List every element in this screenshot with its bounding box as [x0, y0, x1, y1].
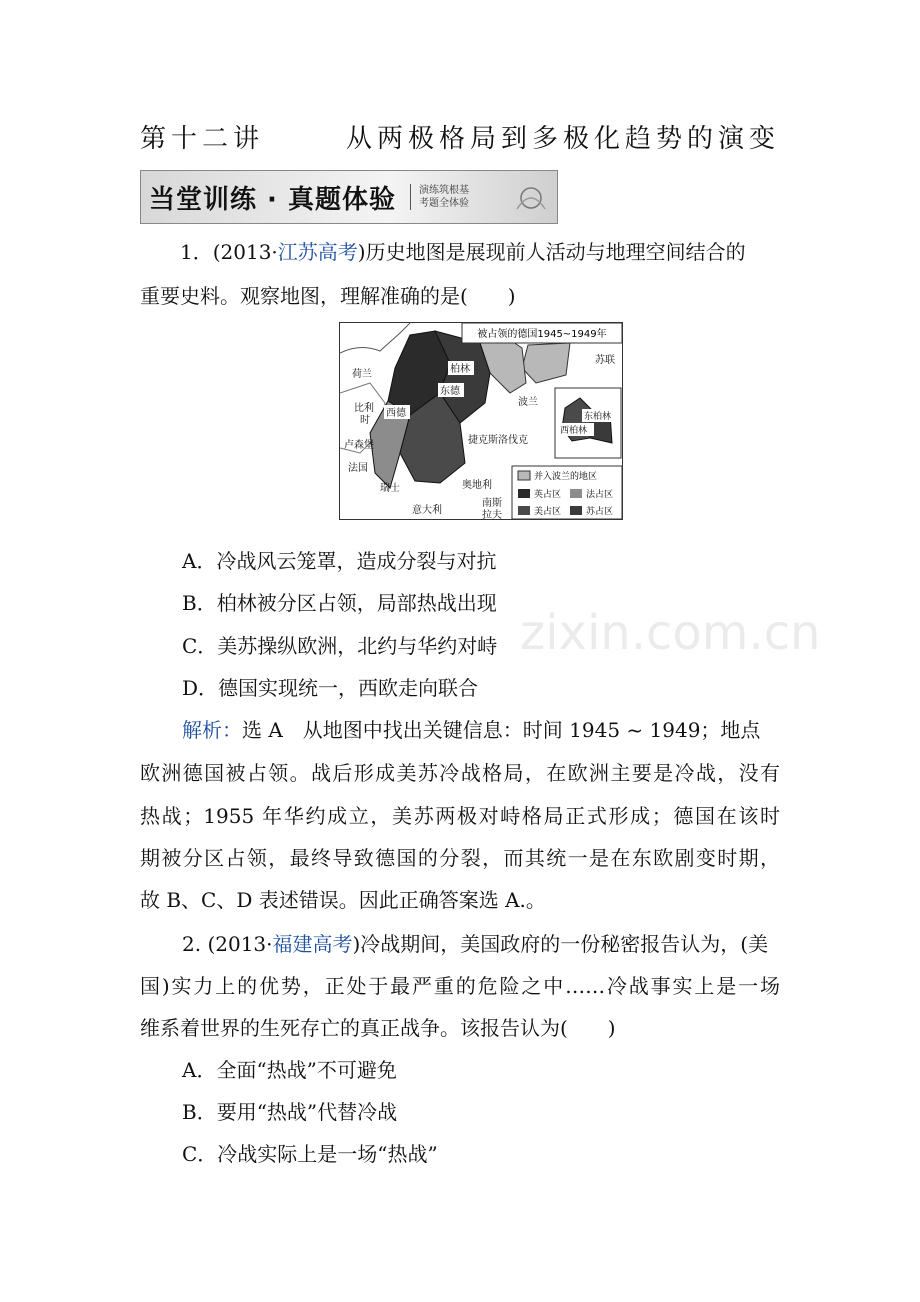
legend-us: 美占区: [534, 507, 562, 517]
q1-option-b: B．柏林被分区占领，局部热战出现: [182, 591, 497, 615]
map-title: 被占领的德国1945~1949年: [477, 329, 607, 340]
map-label-dongde: 东德: [440, 386, 460, 397]
map-label-dongbailin: 东柏林: [584, 412, 612, 422]
occupied-germany-map: [339, 322, 623, 520]
legend-poland: 并入波兰的地区: [534, 472, 598, 482]
watermark: zixin.com.cn: [520, 605, 821, 661]
map-label-yidali: 意大利: [412, 505, 442, 516]
map-label-bolan: 波兰: [518, 397, 538, 408]
q1-option-d: D．德国实现统一，西欧走向联合: [182, 676, 479, 700]
legend-uk: 英占区: [534, 490, 562, 500]
lecture-topic: 从两极格局到多极化趋势的演变: [345, 124, 780, 154]
map-label-lusenbao: 卢森堡: [344, 440, 374, 451]
q1-source: 江苏高考: [277, 240, 358, 264]
q2-source: 福建高考: [272, 932, 353, 956]
q2-stem-line3: 维系着世界的生死存亡的真正战争。该报告认为( ): [140, 1016, 616, 1040]
map-label-jieke: 捷克斯洛伐克: [468, 435, 528, 446]
q2-stem-line1: 2. (2013·福建高考)冷战期间，美国政府的一份秘密报告认为，(美: [182, 932, 769, 956]
section-banner: [140, 170, 558, 224]
lecture-number: 第十二讲: [140, 124, 265, 154]
map-label-xide: 西德: [386, 408, 406, 419]
map-label-ruishi: 瑞士: [380, 483, 400, 494]
map-label-xibailin: 西柏林: [560, 426, 588, 436]
q1-analysis-line4: 期被分区占领，最终导致德国的分裂，而其统一是在东欧剧变时期，: [140, 846, 780, 870]
map-label-aodili: 奥地利: [462, 480, 492, 491]
map-label-sulian: 苏联: [595, 355, 615, 366]
q1-option-c: C．美苏操纵欧洲，北约与华约对峙: [182, 634, 498, 658]
q2-option-c: C．冷战实际上是一场“热战”: [182, 1142, 438, 1166]
q2-option-a: A．全面“热战”不可避免: [182, 1058, 397, 1082]
banner-subtitle: 演练筑根基 考题全体验: [410, 184, 469, 210]
map-label-faguo: 法国: [348, 463, 368, 474]
svg-text:拉夫: 拉夫: [482, 510, 502, 519]
decoration-icon: [511, 181, 551, 215]
q1-analysis-line2: 欧洲德国被占领。战后形成美苏冷战格局，在欧洲主要是冷战，没有: [140, 761, 780, 785]
legend-su: 苏占区: [586, 507, 614, 517]
q2-stem-line2: 国)实力上的优势，正处于最严重的危险之中……冷战事实上是一场: [140, 974, 780, 998]
q1-option-a: A．冷战风云笼罩，造成分裂与对抗: [182, 549, 497, 573]
page-title: [140, 118, 780, 155]
q1-analysis-line3: 热战；1955 年华约成立，美苏两极对峙格局正式形成；德国在该时: [140, 804, 780, 828]
analysis-label: 解析：: [182, 718, 242, 742]
map-label-helan: 荷兰: [352, 369, 372, 380]
svg-text:时: 时: [360, 415, 370, 426]
q1-analysis-line1: 解析：选 A 从地图中找出关键信息：时间 1945 ~ 1949；地点: [182, 718, 761, 742]
map-label-nansi: 南斯: [482, 498, 502, 509]
q2-option-b: B．要用“热战”代替冷战: [182, 1100, 398, 1124]
banner-title: 当堂训练 · 真题体验: [149, 184, 396, 215]
q1-stem-line1: 1．(2013·江苏高考)历史地图是展现前人活动与地理空间结合的: [180, 240, 746, 264]
legend-fr: 法占区: [586, 490, 614, 500]
map-label-bilishi: 比利: [354, 403, 374, 414]
q1-stem-line2: 重要史料。观察地图，理解准确的是( ): [140, 284, 516, 308]
map-label-bailin: 柏林: [450, 364, 470, 375]
q1-analysis-line5: 故 B、C、D 表述错误。因此正确答案选 A.。: [140, 888, 546, 912]
